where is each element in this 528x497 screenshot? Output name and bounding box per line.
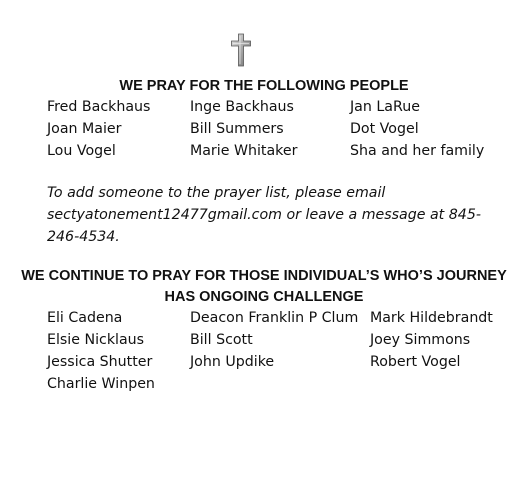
list-item: Dot Vogel [350, 121, 419, 137]
list-item: Jan LaRue [350, 99, 420, 115]
list-item: Inge Backhaus [190, 99, 294, 115]
list-item: Eli Cadena [47, 310, 123, 326]
cross-icon [230, 33, 252, 67]
list-item: Bill Scott [190, 332, 253, 348]
list-item: Lou Vogel [47, 143, 116, 159]
section-heading-pray: WE PRAY FOR THE FOLLOWING PEOPLE [119, 78, 409, 94]
section-heading-line: HAS ONGOING CHALLENGE [164, 289, 364, 305]
list-item: Fred Backhaus [47, 99, 151, 115]
list-item: Elsie Nicklaus [47, 332, 145, 348]
list-item: Joan Maier [47, 121, 122, 137]
list-item: Robert Vogel [370, 354, 461, 370]
list-item: Deacon Franklin P Clum [190, 310, 359, 326]
prayer-list-note: To add someone to the prayer list, please email sectyatonement12477gmail.com or leave a message at 845-246-4534. [47, 185, 481, 245]
list-item: Jessica Shutter [47, 354, 153, 370]
list-item: John Updike [190, 354, 275, 370]
list-item: Mark Hildebrandt [370, 310, 493, 326]
section-heading-ongoing [0, 266, 528, 308]
list-item: Charlie Winpen [47, 376, 155, 392]
list-item: Joey Simmons [370, 332, 471, 348]
section-heading-line: WE CONTINUE TO PRAY FOR THOSE INDIVIDUAL’S WHO’S JOURNEY [21, 268, 507, 284]
list-item: Sha and her family [350, 143, 485, 159]
list-item: Bill Summers [190, 121, 284, 137]
list-item: Marie Whitaker [190, 143, 298, 159]
